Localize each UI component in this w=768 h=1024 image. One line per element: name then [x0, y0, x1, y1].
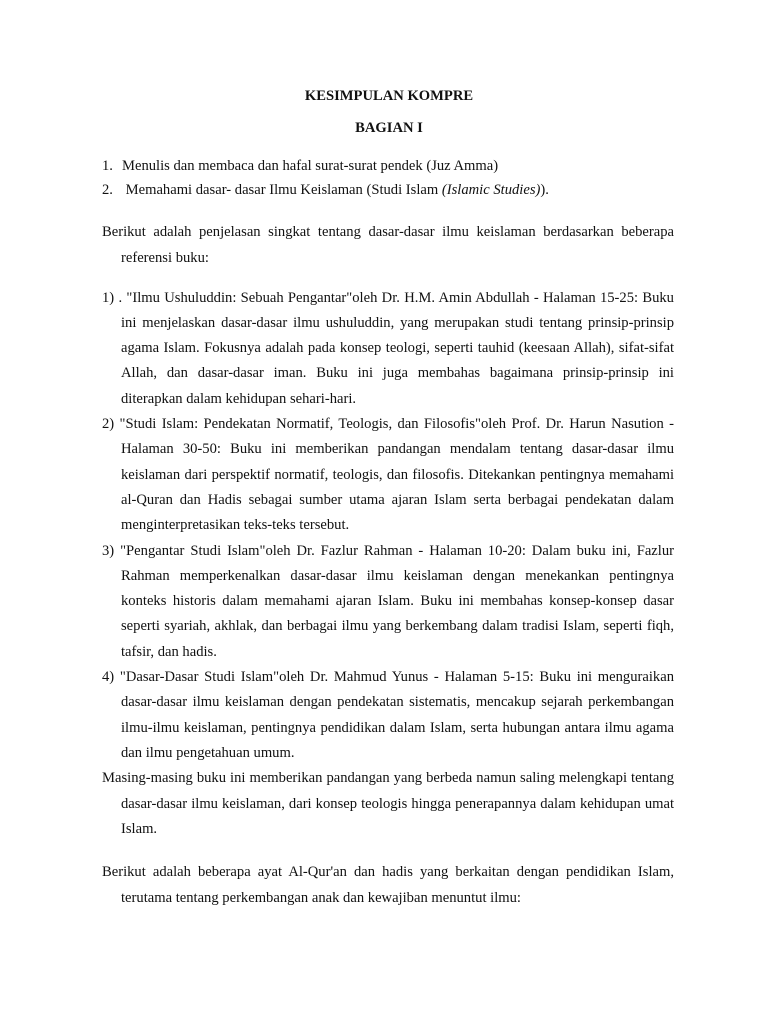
- intro-paragraph: Berikut adalah penjelasan singkat tentang dasar-dasar ilmu keislaman berdasarkan beberapa referensi buku:: [102, 224, 674, 266]
- document-title: KESIMPULAN KOMPRE: [304, 88, 474, 104]
- list-item-text: Menulis dan membaca dan hafal surat-surat pendek (Juz Amma): [122, 158, 499, 174]
- reference-text: "Ilmu Ushuluddin: Sebuah Pengantar"oleh Dr. H.M. Amin Abdullah - Halaman 15-25: Buku ini menjelaskan dasar-dasar ilmu ushuluddin, yang merupakan studi tentang prinsip-prinsip agama Islam. Fokusnya adalah pada konsep teologi, seperti tauhid (keesaan Allah), sifat-sifat Allah, dan dasar-dasar iman. Buku ini juga membahas bagaimana prinsip-prinsip ini diterapkan dalam kehidupan sehari-hari.: [121, 289, 674, 407]
- list-item: [102, 154, 674, 178]
- document-page: [102, 84, 674, 911]
- reference-number: 3): [102, 542, 115, 559]
- reference-text: "Dasar-Dasar Studi Islam"oleh Dr. Mahmud Yunus - Halaman 5-15: Buku ini menguraikan dasar-dasar ilmu keislaman dengan pendekatan sistematis, mencakup sejarah perkembangan ilmu-ilmu keislaman, pentingnya pendidikan dalam Islam, serta hubungan antara ilmu agama dan ilmu pengetahuan umum.: [119, 669, 674, 761]
- list-item: [102, 178, 674, 202]
- list-item-text-before: Memahami dasar- dasar Ilmu Keislaman (Studi Islam: [122, 182, 442, 198]
- reference-text: "Pengantar Studi Islam"oleh Dr. Fazlur Rahman - Halaman 10-20: Dalam buku ini, Fazlur Rahman memperkenalkan dasar-dasar ilmu keislaman dengan menekankan pentingnya konteks historis dalam memahami ajaran Islam. Buku ini membahas konsep-konsep dasar seperti syariah, akhlak, dan berbagai ilmu yang berkembang dalam tradisi Islam, seperti fiqh, tafsir, dan hadis.: [120, 542, 674, 660]
- list-item-number: 2.: [102, 182, 113, 198]
- reference-item: [102, 539, 674, 665]
- outro-paragraph: Berikut adalah beberapa ayat Al-Qur'an dan hadis yang berkaitan dengan pendidikan Islam, terutama tentang perkembangan anak dan kewajiban menuntut ilmu:: [102, 864, 674, 906]
- reference-list: [102, 286, 674, 767]
- top-list: [102, 154, 674, 202]
- list-item-text: [122, 178, 549, 202]
- closing-paragraph: Masing-masing buku ini memberikan pandangan yang berbeda namun saling melengkapi tentang dasar-dasar ilmu keislaman, dari konsep teologis hingga penerapannya dalam kehidupan umat Islam.: [102, 770, 674, 837]
- list-item-text-italic: (Islamic Studies): [441, 182, 541, 198]
- reference-item: [102, 412, 674, 538]
- reference-item: [102, 665, 674, 766]
- reference-number: 2): [102, 416, 115, 433]
- reference-item: [102, 286, 674, 412]
- document-subtitle: BAGIAN I: [355, 120, 423, 136]
- reference-text: "Studi Islam: Pendekatan Normatif, Teologis, dan Filosofis"oleh Prof. Dr. Harun Nasution - Halaman 30-50: Buku ini memberikan pandangan mendalam tentang dasar-dasar ilmu keislaman dari perspektif normatif, teologis, dan filosofis. Ditekankan pentingnya memahami al-Quran dan Hadis sebagai sumber utama ajaran Islam serta berbagai pendekatan dalam menginterpretasikan teks-teks tersebut.: [119, 416, 674, 534]
- reference-number: 1) .: [102, 289, 123, 306]
- reference-number: 4): [102, 669, 115, 686]
- list-item-text-after: ).: [540, 182, 549, 198]
- list-item-number: 1.: [102, 158, 113, 174]
